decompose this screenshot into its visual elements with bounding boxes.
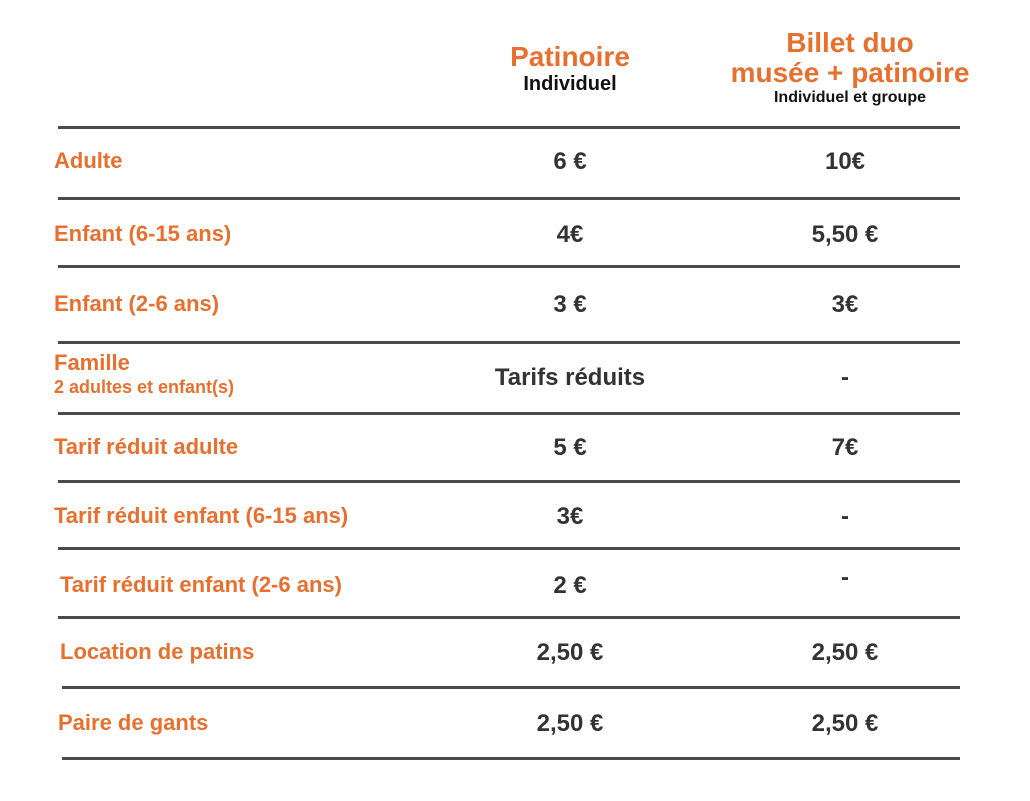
patinoire-price: 2 € [553, 572, 587, 599]
header-duo-title: Billet duo [786, 27, 914, 58]
duo-price: - [841, 503, 849, 530]
header-patinoire [470, 42, 670, 96]
duo-price: 5,50 € [811, 221, 879, 248]
divider [62, 757, 960, 760]
duo-price: 10€ [824, 148, 866, 175]
header-patinoire-title: Patinoire [510, 41, 630, 72]
divider [58, 412, 960, 415]
row-label: Tarif réduit adulte [54, 434, 239, 459]
divider [58, 341, 960, 344]
duo-price: 3€ [831, 291, 859, 318]
patinoire-price: 5 € [553, 434, 587, 461]
duo-price: 7€ [831, 434, 859, 461]
patinoire-price: 3€ [556, 503, 584, 530]
duo-price: 2,50 € [811, 710, 879, 737]
header-duo-subtitle: Individuel et groupe [773, 89, 926, 106]
row-label: Adulte [54, 148, 123, 173]
row-label: Tarif réduit enfant (6-15 ans) [54, 503, 349, 528]
duo-price: - [841, 564, 849, 591]
row-label: Enfant (6-15 ans) [54, 221, 232, 246]
header-duo-title-line2: musée + patinoire [730, 57, 970, 88]
patinoire-price: Tarifs réduits [494, 364, 646, 391]
patinoire-price: 2,50 € [536, 710, 604, 737]
duo-price: - [841, 364, 849, 391]
patinoire-price: 3 € [553, 291, 587, 318]
divider [58, 616, 960, 619]
row-label-note: 2 adultes et enfant(s) [54, 377, 235, 397]
patinoire-price: 6 € [553, 148, 587, 175]
duo-price: 2,50 € [811, 639, 879, 666]
divider [62, 686, 960, 689]
row-label: Enfant (2-6 ans) [54, 291, 220, 316]
divider [58, 480, 960, 483]
row-label-title: Famille [54, 350, 130, 375]
row-label: Paire de gants [58, 710, 209, 735]
patinoire-price: 2,50 € [536, 639, 604, 666]
header-patinoire-subtitle: Individuel [523, 73, 617, 95]
divider [58, 265, 960, 268]
header-billet-duo [700, 28, 1000, 108]
row-label [54, 350, 234, 398]
row-label: Tarif réduit enfant (2-6 ans) [60, 572, 342, 597]
row-label: Location de patins [60, 639, 255, 664]
divider [58, 126, 960, 129]
divider [58, 547, 960, 550]
divider [58, 197, 960, 200]
patinoire-price: 4€ [556, 221, 584, 248]
